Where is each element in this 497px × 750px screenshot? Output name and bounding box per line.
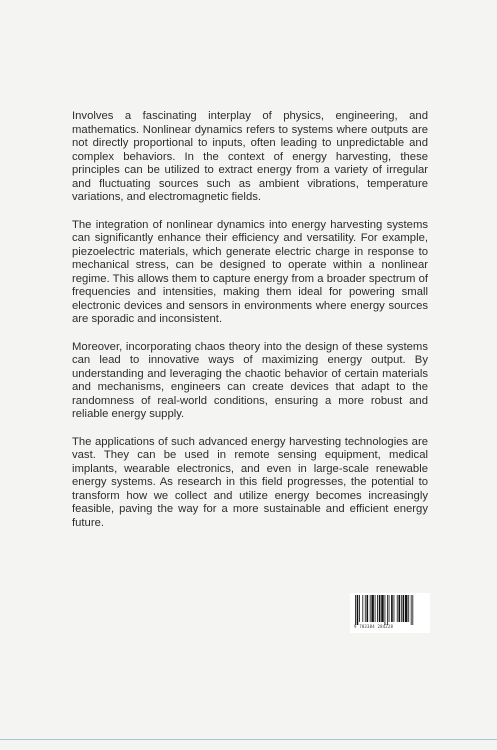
isbn-barcode xyxy=(350,593,430,633)
barcode-bar xyxy=(357,595,359,625)
blurb-paragraph-3: Moreover, incorporating chaos theory into the design of these systems can lead to innovative ways of maximizing energy output. By understanding and leveraging the chaotic behavior of certain materials and mechanisms, engineers can create devices that adapt to the randomness of real-world conditions, ensuring a more robust and reliable energy supply. xyxy=(72,340,428,420)
barcode-bar xyxy=(405,595,407,622)
blurb-text xyxy=(72,110,428,544)
barcode-bar xyxy=(377,595,378,622)
barcode-bar xyxy=(387,595,388,625)
barcode-bar xyxy=(379,595,381,622)
barcode-bar xyxy=(365,595,366,622)
barcode-bar xyxy=(371,595,373,622)
barcode-bar xyxy=(355,595,356,625)
barcode-bar xyxy=(359,595,360,622)
barcode-bar xyxy=(394,595,395,622)
barcode-bar xyxy=(398,595,400,622)
barcode-bar xyxy=(391,595,393,622)
barcode-bar xyxy=(362,595,363,622)
barcode-bar xyxy=(370,595,371,622)
barcode-bar xyxy=(366,595,368,622)
barcode-bar xyxy=(385,595,386,625)
barcode-bars xyxy=(355,595,425,625)
bottom-edge-line xyxy=(0,739,497,740)
barcode-bar xyxy=(381,595,383,622)
barcode-bar xyxy=(411,595,412,625)
barcode-bar xyxy=(401,595,402,622)
barcode-bar xyxy=(403,595,405,622)
blurb-paragraph-1: Involves a fascinating interplay of physics, engineering, and mathematics. Nonlinear dynamics refers to systems where outputs are not directly proportional to inputs, often leading to unpredictable and complex behaviors. In the context of energy harvesting, these principles can be utilized to extract energy from a variety of irregular and fluctuating sources such as ambient vibrations, temperature variations, and electromagnetic fields. xyxy=(72,110,428,203)
barcode-bar xyxy=(389,595,390,622)
barcode-bar xyxy=(397,595,398,622)
blurb-paragraph-4: The applications of such advanced energy harvesting technologies are vast. They can be used in remote sensing equipment, medical implants, wearable electronics, and even in large-scale renewable energy systems. As research in this field progresses, the potential to transform how we collect and utilize energy becomes increasingly feasible, paving the way for a more sustainable and efficient energy future. xyxy=(72,435,428,529)
blurb-paragraph-2: The integration of nonlinear dynamics into energy harvesting systems can significantly enhance their efficiency and versatility. For example, piezoelectric materials, which generate electric charge in response to mechanical stress, can be designed to operate within a nonlinear regime. This allows them to capture energy from a broader spectrum of frequencies and intensities, making them ideal for powering small electronic devices and sensors in environments where energy sources are sporadic and inconsistent. xyxy=(72,218,428,325)
barcode-bar xyxy=(412,595,413,625)
barcode-digits: 9 783384 284228 xyxy=(354,624,394,629)
barcode-bar xyxy=(408,595,409,622)
barcode-bar xyxy=(375,595,376,622)
